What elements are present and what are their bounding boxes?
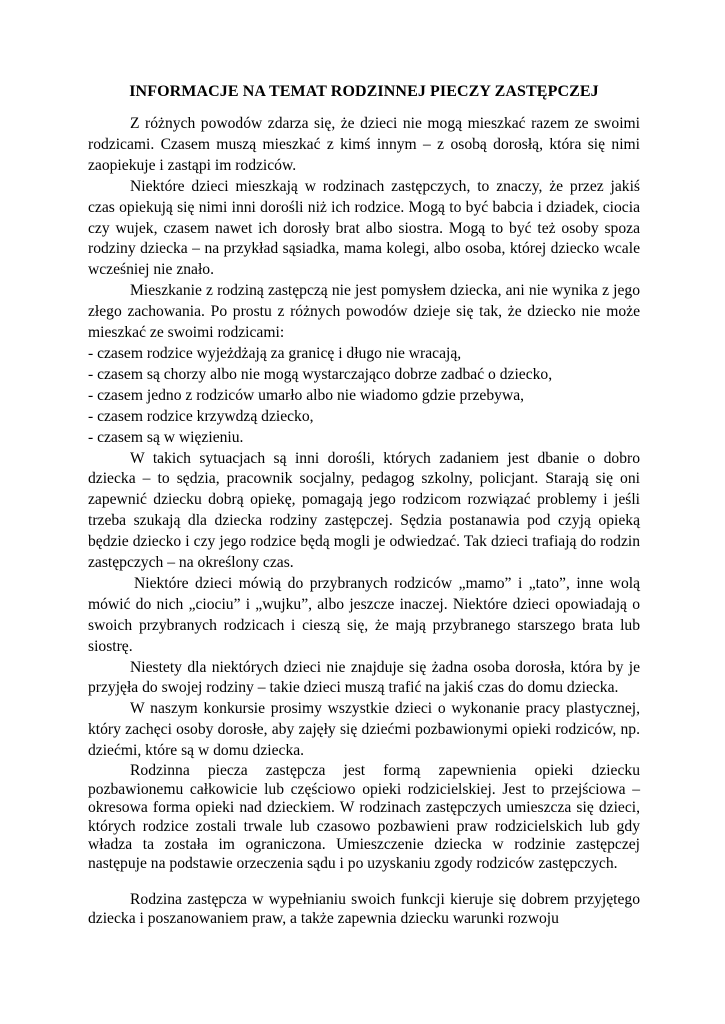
paragraph-foster-families: Niektóre dzieci mieszkają w rodzinach zastępczych, to znaczy, że przez jakiś czas opiekują się nimi inni dorośli niż ich rodzice. Mogą to być babcia i dziadek, ciocia czy wujek, czasem nawet ich dorosły brat albo siostra. Mogą to być też osoby spoza rodziny dziecka – na przykład sąsiadka, mama kolegi, albo osoba, której dziecko wcale wcześniej nie znało.: [88, 177, 640, 279]
reasons-list: [88, 344, 640, 449]
reasons-list-item: - czasem jedno z rodziców umarło albo nie wiadomo gdzie przebywa,: [88, 386, 525, 404]
paragraph-orphanage: Niestety dla niektórych dzieci nie znajduje się żadna osoba dorosła, która by je przyjęła do swojej rodziny – takie dzieci muszą trafić na jakiś czas do domu dziecka.: [88, 658, 640, 697]
paragraph-other-adults: W takich sytuacjach są inni dorośli, których zadaniem jest dbanie o dobro dziecka – to sędzia, pracownik socjalny, pedagog szkolny, policjant. Starają się oni zapewnić dziecku dobrą opiekę, pomagają jego rodzicom rozwiązać problemy i jeśli trzeba szukają dla dziecka rodziny zastępczej. Sędzia postanawia pod czyją opieką będzie dziecko i czy jego rodzice będą mogli je odwiedzać. Tak dzieci trafiają do rodzin zastępczych – na określony czas.: [88, 449, 640, 572]
reasons-list-item: - czasem rodzice krzywdzą dziecko,: [88, 407, 314, 425]
paragraph-foster-duties: Rodzina zastępcza w wypełnianiu swoich funkcji kieruje się dobrem przyjętego dziecka i poszanowaniem praw, a także zapewnia dziecku warunki rozwoju: [88, 891, 640, 927]
reasons-list-item: - czasem rodzice wyjeżdżają za granicę i długo nie wracają,: [88, 344, 462, 362]
paragraph-contest: W naszym konkursie prosimy wszystkie dzieci o wykonanie pracy plastycznej, który zachęci osoby dorosłe, aby zajęły się dziećmi pozbawionymi opieki rodziców, np. dziećmi, które są w domu dziecka.: [88, 700, 640, 760]
paragraph-not-childs-fault: Mieszkanie z rodziną zastępczą nie jest pomysłem dziecka, ani nie wynika z jego złego zachowania. Po prostu z różnych powodów dzieje się tak, że dziecko nie może mieszkać ze swoimi rodzicami:: [88, 282, 640, 342]
paragraph-gap: [88, 873, 640, 891]
paragraph-intro: Z różnych powodów zdarza się, że dzieci nie mogą mieszkać razem ze swoimi rodzicami. Czasem muszą mieszkać z kimś innym – z osobą dorosłą, która się nimi zaopiekuje i zastąpi im rodziców.: [88, 115, 640, 174]
formal-section: [88, 762, 640, 928]
paragraph-definition: Rodzinna piecza zastępcza jest formą zapewnienia opieki dziecku pozbawionemu całkowicie lub częściowo opieki rodzicielskiej. Jest to przejściowa – okresowa forma opieki nad dzieckiem. W rodzinach zastępczych umieszcza się dzieci, których rodzice zostali trwale lub czasowo pozbawieni praw rodzicielskich lub gdy władza ta została im ograniczona. Umieszczenie dziecka w rodzinie zastępczej następuje na podstawie orzeczenia sądu i po uzyskaniu zgody rodziców zastępczych.: [88, 762, 640, 872]
reasons-list-item: - czasem są w więzieniu.: [88, 428, 244, 446]
reasons-list-item: - czasem są chorzy albo nie mogą wystarczająco dobrze zadbać o dziecko,: [88, 365, 553, 383]
child-friendly-section: [88, 114, 640, 762]
document-page: [88, 82, 640, 928]
document-title: INFORMACJE NA TEMAT RODZINNEJ PIECZY ZASTĘPCZEJ: [129, 83, 599, 100]
paragraph-names-for-parents: Niektóre dzieci mówią do przybranych rodziców „mamo” i „tato”, inne wolą mówić do nich „ciociu” i „wujku”, albo jeszcze inaczej. Niektóre dzieci opowiadają o swoich przybranych rodzicach i cieszą się, że mają przybranego starszego brata lub siostrę.: [88, 574, 640, 655]
